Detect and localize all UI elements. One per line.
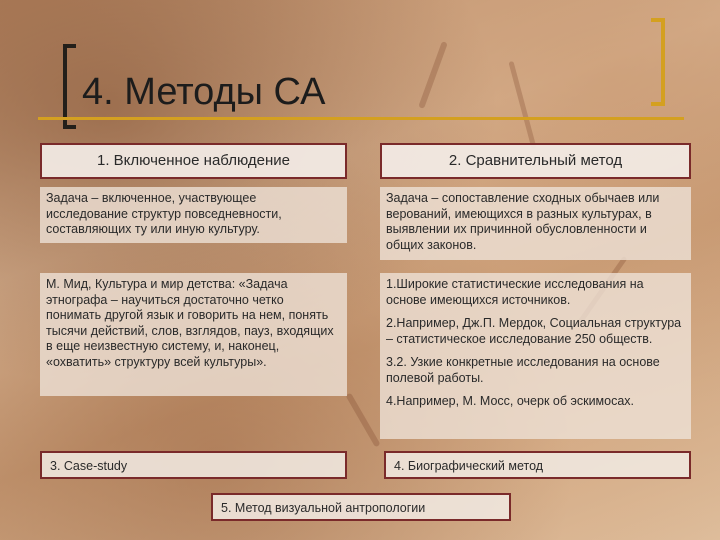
comparative-items-list: [380, 273, 691, 439]
title-divider: [38, 117, 684, 120]
left-column-header: 1. Включенное наблюдение: [40, 143, 347, 179]
left-task-text: Задача – включенное, участвующее исследование структур повседневности, составляющих ту или иную культуру.: [40, 187, 347, 243]
title-bracket-right: [651, 18, 665, 106]
biographical-method-box: 4. Биографический метод: [384, 451, 691, 479]
visual-anthropology-box: 5. Метод визуальной антропологии: [211, 493, 511, 521]
list-item: 1.Широкие статистические исследования на основе имеющихся источников.: [386, 277, 644, 307]
list-item: 3.2. Узкие конкретные исследования на основе полевой работы.: [386, 355, 660, 385]
right-task-text: Задача – сопоставление сходных обычаев или верований, имеющихся в разных культурах, в выявлении их причинной обусловленности и общих законов.: [380, 187, 691, 260]
rock-art-decoration: [418, 41, 448, 109]
page-title: 4. Методы СА: [82, 71, 326, 113]
rock-art-decoration: [345, 393, 380, 448]
list-item: 2.Например, Дж.П. Мердок, Социальная структура – статистическое исследование 250 обществ.: [386, 316, 682, 346]
case-study-box: 3. Case-study: [40, 451, 347, 479]
mead-quote-text: М. Мид, Культура и мир детства: «Задача этнографа – научиться достаточно четко понимать другой язык и говорить на нем, понять тысячи действий, слов, взглядов, пауз, входящих в еще неизвестную систему, и, наконец, «охватить» структуру всей культуры».: [40, 273, 347, 396]
rock-art-decoration: [508, 61, 536, 149]
right-column-header: 2. Сравнительный метод: [380, 143, 691, 179]
list-item: 4.Например, М. Мосс, очерк об эскимосах.: [386, 394, 635, 408]
